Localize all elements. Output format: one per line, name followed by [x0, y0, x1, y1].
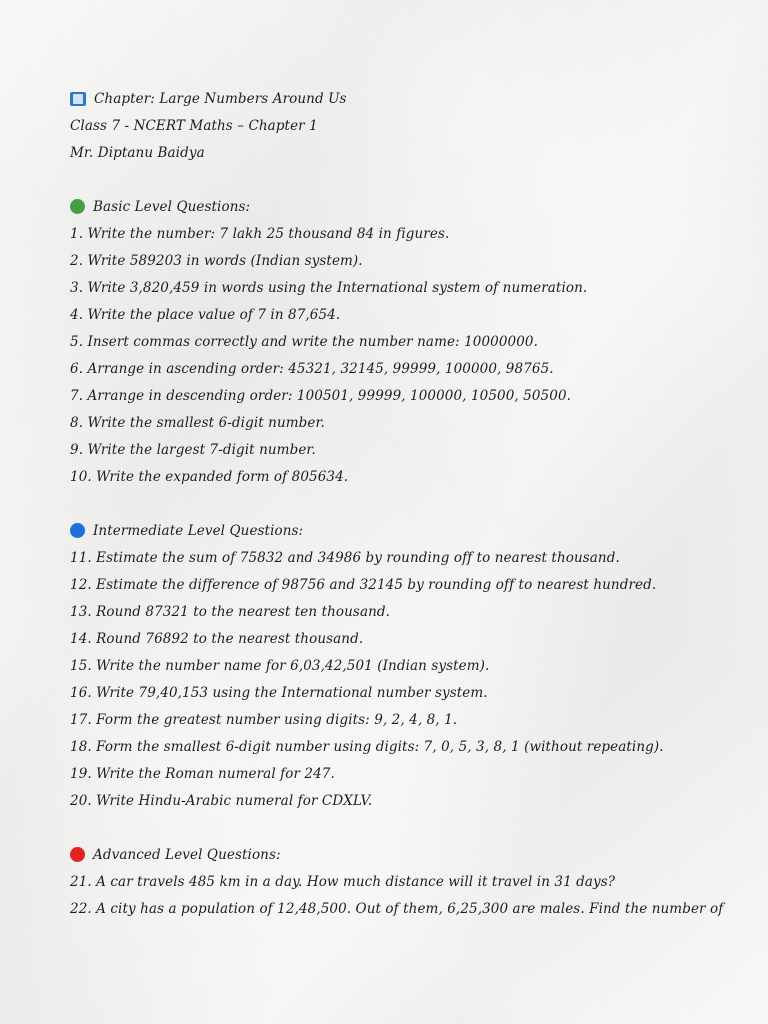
blue-circle-icon	[70, 523, 85, 538]
chapter-title: Chapter: Large Numbers Around Us	[94, 91, 347, 107]
class-line: Class 7 - NCERT Maths – Chapter 1	[70, 118, 318, 134]
red-circle-icon	[70, 847, 85, 862]
advanced-heading: Advanced Level Questions:	[93, 847, 281, 863]
question-item: 12. Estimate the difference of 98756 and 32145 by rounding off to nearest hundred.	[70, 577, 657, 593]
question-item: 4. Write the place value of 7 in 87,654.	[70, 307, 341, 323]
chapter-title-line	[70, 86, 750, 113]
question-item: 8. Write the smallest 6-digit number.	[70, 415, 325, 431]
teacher-name: Mr. Diptanu Baidya	[70, 145, 205, 161]
question-item: 10. Write the expanded form of 805634.	[70, 469, 349, 485]
question-item: 18. Form the smallest 6-digit number using digits: 7, 0, 5, 3, 8, 1 (without repeating).	[70, 739, 664, 755]
question-item: 20. Write Hindu-Arabic numeral for CDXLV.	[70, 793, 373, 809]
worksheet-page	[70, 86, 750, 923]
question-item: 7. Arrange in descending order: 100501, 99999, 100000, 10500, 50500.	[70, 388, 572, 404]
question-item: 16. Write 79,40,153 using the International number system.	[70, 685, 488, 701]
book-icon	[70, 92, 86, 106]
question-item: 5. Insert commas correctly and write the number name: 10000000.	[70, 334, 539, 350]
spacer	[70, 815, 750, 842]
question-item: 3. Write 3,820,459 in words using the International system of numeration.	[70, 280, 588, 296]
question-item: 21. A car travels 485 km in a day. How much distance will it travel in 31 days?	[70, 874, 616, 890]
question-item: 22. A city has a population of 12,48,500. Out of them, 6,25,300 are males. Find the number of	[70, 901, 724, 917]
question-item: 11. Estimate the sum of 75832 and 34986 by rounding off to nearest thousand.	[70, 550, 620, 566]
question-item: 14. Round 76892 to the nearest thousand.	[70, 631, 364, 647]
basic-heading-line	[70, 194, 750, 221]
spacer	[70, 491, 750, 518]
question-item: 19. Write the Roman numeral for 247.	[70, 766, 335, 782]
question-item: 9. Write the largest 7-digit number.	[70, 442, 316, 458]
question-item: 17. Form the greatest number using digits: 9, 2, 4, 8, 1.	[70, 712, 458, 728]
basic-heading: Basic Level Questions:	[93, 199, 251, 215]
question-item: 6. Arrange in ascending order: 45321, 32145, 99999, 100000, 98765.	[70, 361, 554, 377]
question-item: 1. Write the number: 7 lakh 25 thousand 84 in figures.	[70, 226, 450, 242]
question-item: 15. Write the number name for 6,03,42,501 (Indian system).	[70, 658, 490, 674]
question-item: 13. Round 87321 to the nearest ten thousand.	[70, 604, 391, 620]
intermediate-heading: Intermediate Level Questions:	[93, 523, 304, 539]
advanced-heading-line	[70, 842, 750, 869]
green-circle-icon	[70, 199, 85, 214]
intermediate-heading-line	[70, 518, 750, 545]
question-item: 2. Write 589203 in words (Indian system).	[70, 253, 363, 269]
spacer	[70, 167, 750, 194]
